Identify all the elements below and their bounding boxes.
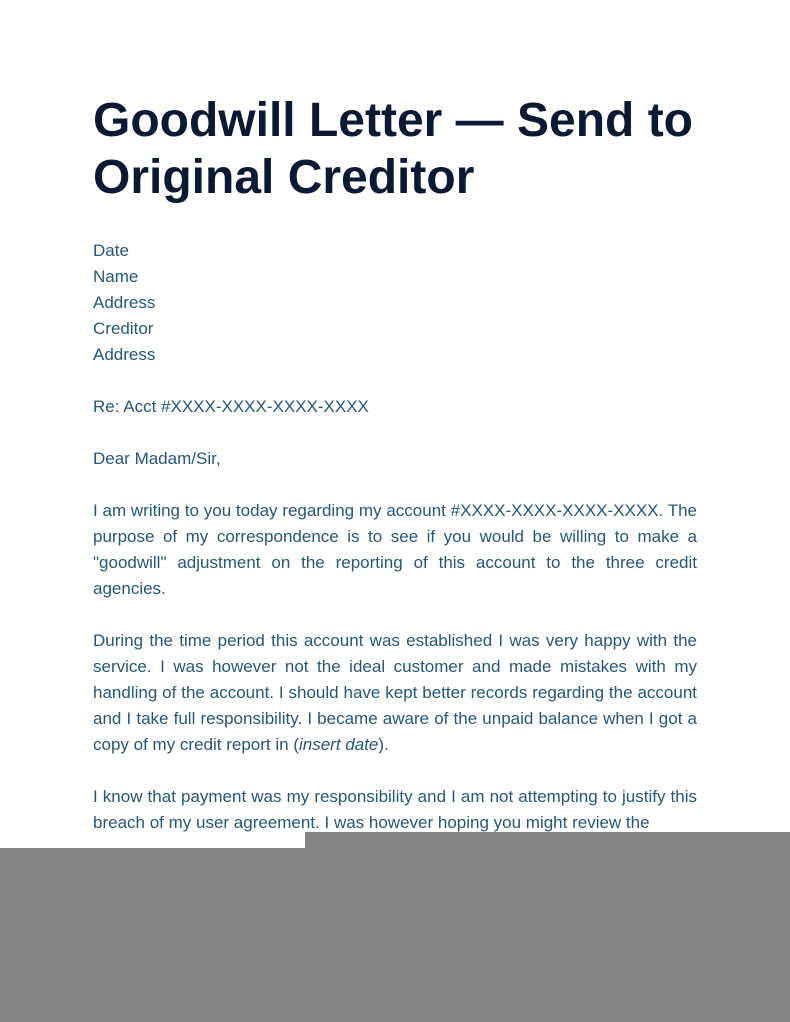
document-title: Goodwill Letter — Send to Original Creditor xyxy=(93,94,693,204)
creditor-address-line: Address xyxy=(93,345,156,364)
paragraph-3: I know that payment was my responsibility and I am not attempting to justify this breach of my user agreement. I was however hoping you might review the xyxy=(93,787,697,832)
address-block xyxy=(93,238,697,368)
preview-cover-tab xyxy=(305,832,790,849)
letter-body xyxy=(93,238,697,838)
paragraph-2-end: ). xyxy=(378,735,389,754)
reference-line: Re: Acct #XXXX-XXXX-XXXX-XXXX xyxy=(93,397,369,416)
salutation: Dear Madam/Sir, xyxy=(93,449,221,468)
name-line: Name xyxy=(93,267,139,286)
paragraph-2 xyxy=(93,628,697,758)
preview-cover xyxy=(0,848,790,1022)
paragraph-1: I am writing to you today regarding my account #XXXX-XXXX-XXXX-XXXX. The purpose of my correspondence is to see if you would be willing to make a "goodwill" adjustment on the reporting of this account to the three credit agencies. xyxy=(93,501,697,598)
date-line: Date xyxy=(93,241,129,260)
paragraph-2-text: During the time period this account was established I was very happy with the service. I was however not the ideal customer and made mistakes with my handling of the account. I should have kept better records regarding the account and I take full responsibility. I became aware of the unpaid balance when I got a copy of my credit report in ( xyxy=(93,631,697,754)
address-line: Address xyxy=(93,293,156,312)
creditor-line: Creditor xyxy=(93,319,154,338)
insert-date-placeholder: insert date xyxy=(298,735,379,754)
